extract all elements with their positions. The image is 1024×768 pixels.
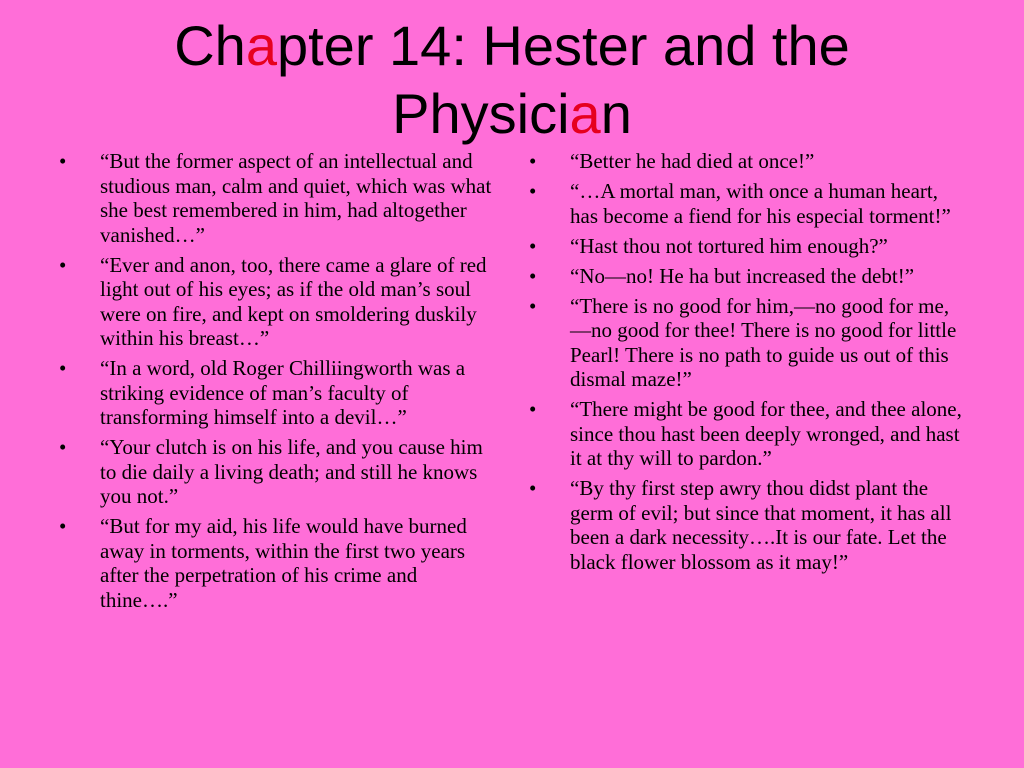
title-text: Physici <box>392 82 570 145</box>
bullet-item: • “There is no good for him,—no good for me,—no good for thee! There is no good for little Pearl! There is no path to guide us out of this dismal maze!” <box>570 294 965 392</box>
bullet-item: • “In a word, old Roger Chilliingworth was a striking evidence of man’s faculty of transforming himself into a devil…” <box>100 356 495 430</box>
bullet-item: • “Better he had died at once!” <box>570 149 965 174</box>
title-line-1 <box>0 12 1024 80</box>
bullet-item: • “But for my aid, his life would have burned away in torments, within the first two years after the perpetration of his crime and thine….” <box>100 514 495 612</box>
title-text: n <box>600 82 632 145</box>
bullet-item: • “…A mortal man, with once a human heart, has become a fiend for his especial torment!” <box>570 179 965 228</box>
bullet-item: • “There might be good for thee, and thee alone, since thou hast been deeply wronged, and hast it at thy will to pardon.” <box>570 397 965 471</box>
bullet-item: • “But the former aspect of an intellectual and studious man, calm and quiet, which was what she best remembered in him, had altogether vanished…” <box>100 149 495 247</box>
slide-title <box>0 12 1024 148</box>
left-bullet-list <box>100 149 495 618</box>
title-line-2 <box>0 80 1024 148</box>
bullet-item: • “Your clutch is on his life, and you cause him to die daily a living death; and still he knows you not.” <box>100 435 495 509</box>
bullet-item: • “No—no! He ha but increased the debt!” <box>570 264 965 289</box>
right-bullet-list <box>570 149 965 580</box>
bullet-item: • “By thy first step awry thou didst plant the germ of evil; but since that moment, it has all been a dark necessity….It is our fate. Let the black flower blossom as it may!” <box>570 476 965 574</box>
title-text: Ch <box>174 14 246 77</box>
bullet-item: • “Ever and anon, too, there came a glare of red light out of his eyes; as if the old man’s soul were on fire, and kept on smoldering duskily within his breast…” <box>100 253 495 351</box>
title-highlight-letter: a <box>569 82 601 145</box>
bullet-item: • “Hast thou not tortured him enough?” <box>570 234 965 259</box>
title-highlight-letter: a <box>245 14 277 77</box>
title-text: pter 14: Hester and the <box>276 14 850 77</box>
